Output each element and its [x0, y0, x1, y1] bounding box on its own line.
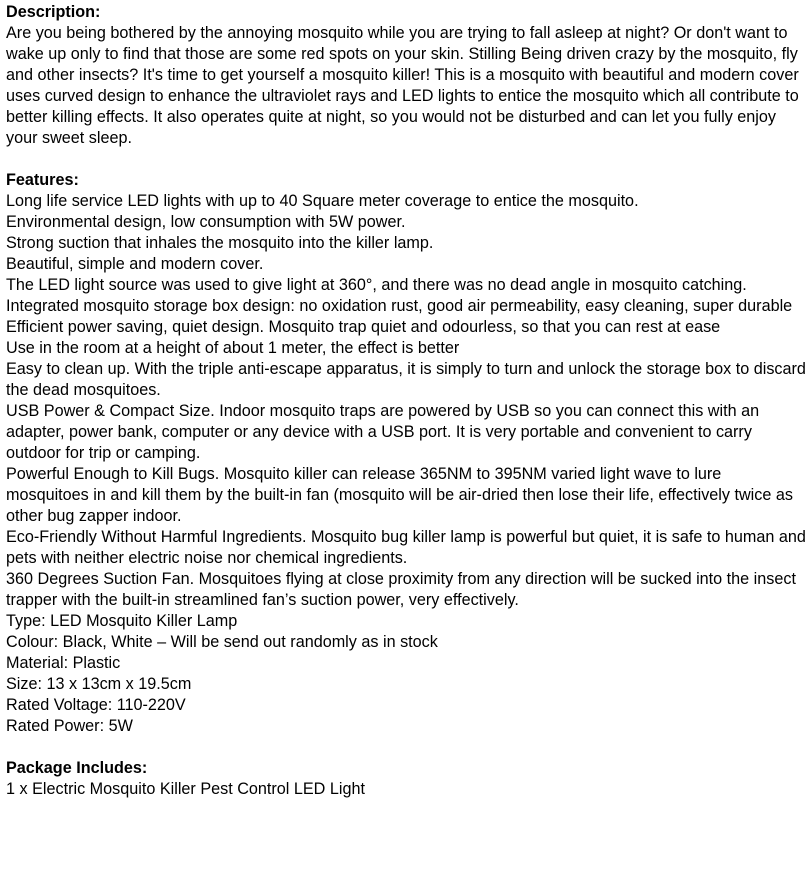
spec-size: Size: 13 x 13cm x 19.5cm — [6, 675, 192, 693]
spec-type: Type: LED Mosquito Killer Lamp — [6, 612, 238, 630]
features-list — [6, 191, 806, 737]
feature-item: USB Power & Compact Size. Indoor mosquito traps are powered by USB so you can connect this with an adapter, power bank, computer or any device with a USB port. It is very portable and convenient to carry outdoor for trip or camping. — [6, 402, 760, 462]
feature-item: Long life service LED lights with up to 40 Square meter coverage to entice the mosquito. — [6, 192, 639, 210]
feature-item: Efficient power saving, quiet design. Mosquito trap quiet and odourless, so that you can rest at ease — [6, 318, 721, 336]
feature-item: Beautiful, simple and modern cover. — [6, 255, 264, 273]
feature-item: Powerful Enough to Kill Bugs. Mosquito killer can release 365NM to 395NM varied light wave to lure mosquitoes in and kill them by the built-in fan (mosquito will be air-dried then lose their life, effectively twice as other bug zapper indoor. — [6, 465, 793, 525]
spec-material: Material: Plastic — [6, 654, 121, 672]
description-text: Are you being bothered by the annoying mosquito while you are trying to fall asleep at night? Or don't want to wake up only to find that those are some red spots on your skin. Stilling Being driven crazy by the mosquito, fly and other insects? It's time to get yourself a mosquito killer! This is a mosquito with beautiful and modern cover uses curved design to enhance the ultraviolet rays and LED lights to entice the mosquito which all contribute to better killing effects. It also operates quite at night, so you would not be disturbed and can let you fully enjoy your sweet sleep. — [6, 24, 799, 147]
spec-rated-power: Rated Power: 5W — [6, 717, 133, 735]
feature-item: Use in the room at a height of about 1 meter, the effect is better — [6, 339, 460, 357]
feature-item: Strong suction that inhales the mosquito into the killer lamp. — [6, 234, 434, 252]
feature-item: Environmental design, low consumption with 5W power. — [6, 213, 406, 231]
feature-item: The LED light source was used to give light at 360°, and there was no dead angle in mosquito catching. — [6, 276, 747, 294]
package-heading: Package Includes: — [6, 759, 148, 777]
spec-colour: Colour: Black, White – Will be send out randomly as in stock — [6, 633, 438, 651]
feature-item: Eco-Friendly Without Harmful Ingredients. Mosquito bug killer lamp is powerful but quiet, it is safe to human and pets with neither electric noise nor chemical ingredients. — [6, 528, 806, 567]
feature-item: Integrated mosquito storage box design: no oxidation rust, good air permeability, easy cleaning, super durable — [6, 297, 793, 315]
package-item: 1 x Electric Mosquito Killer Pest Control LED Light — [6, 780, 365, 798]
section-spacer — [6, 737, 806, 758]
feature-item: 360 Degrees Suction Fan. Mosquitoes flying at close proximity from any direction will be sucked into the insect trapper with the built-in streamlined fan’s suction power, very effectively. — [6, 570, 796, 609]
feature-item: Easy to clean up. With the triple anti-escape apparatus, it is simply to turn and unlock the storage box to discard the dead mosquitoes. — [6, 360, 806, 399]
features-heading: Features: — [6, 171, 79, 189]
section-spacer — [6, 149, 806, 170]
description-heading: Description: — [6, 3, 101, 21]
package-list — [6, 779, 806, 800]
spec-rated-voltage: Rated Voltage: 110-220V — [6, 696, 186, 714]
